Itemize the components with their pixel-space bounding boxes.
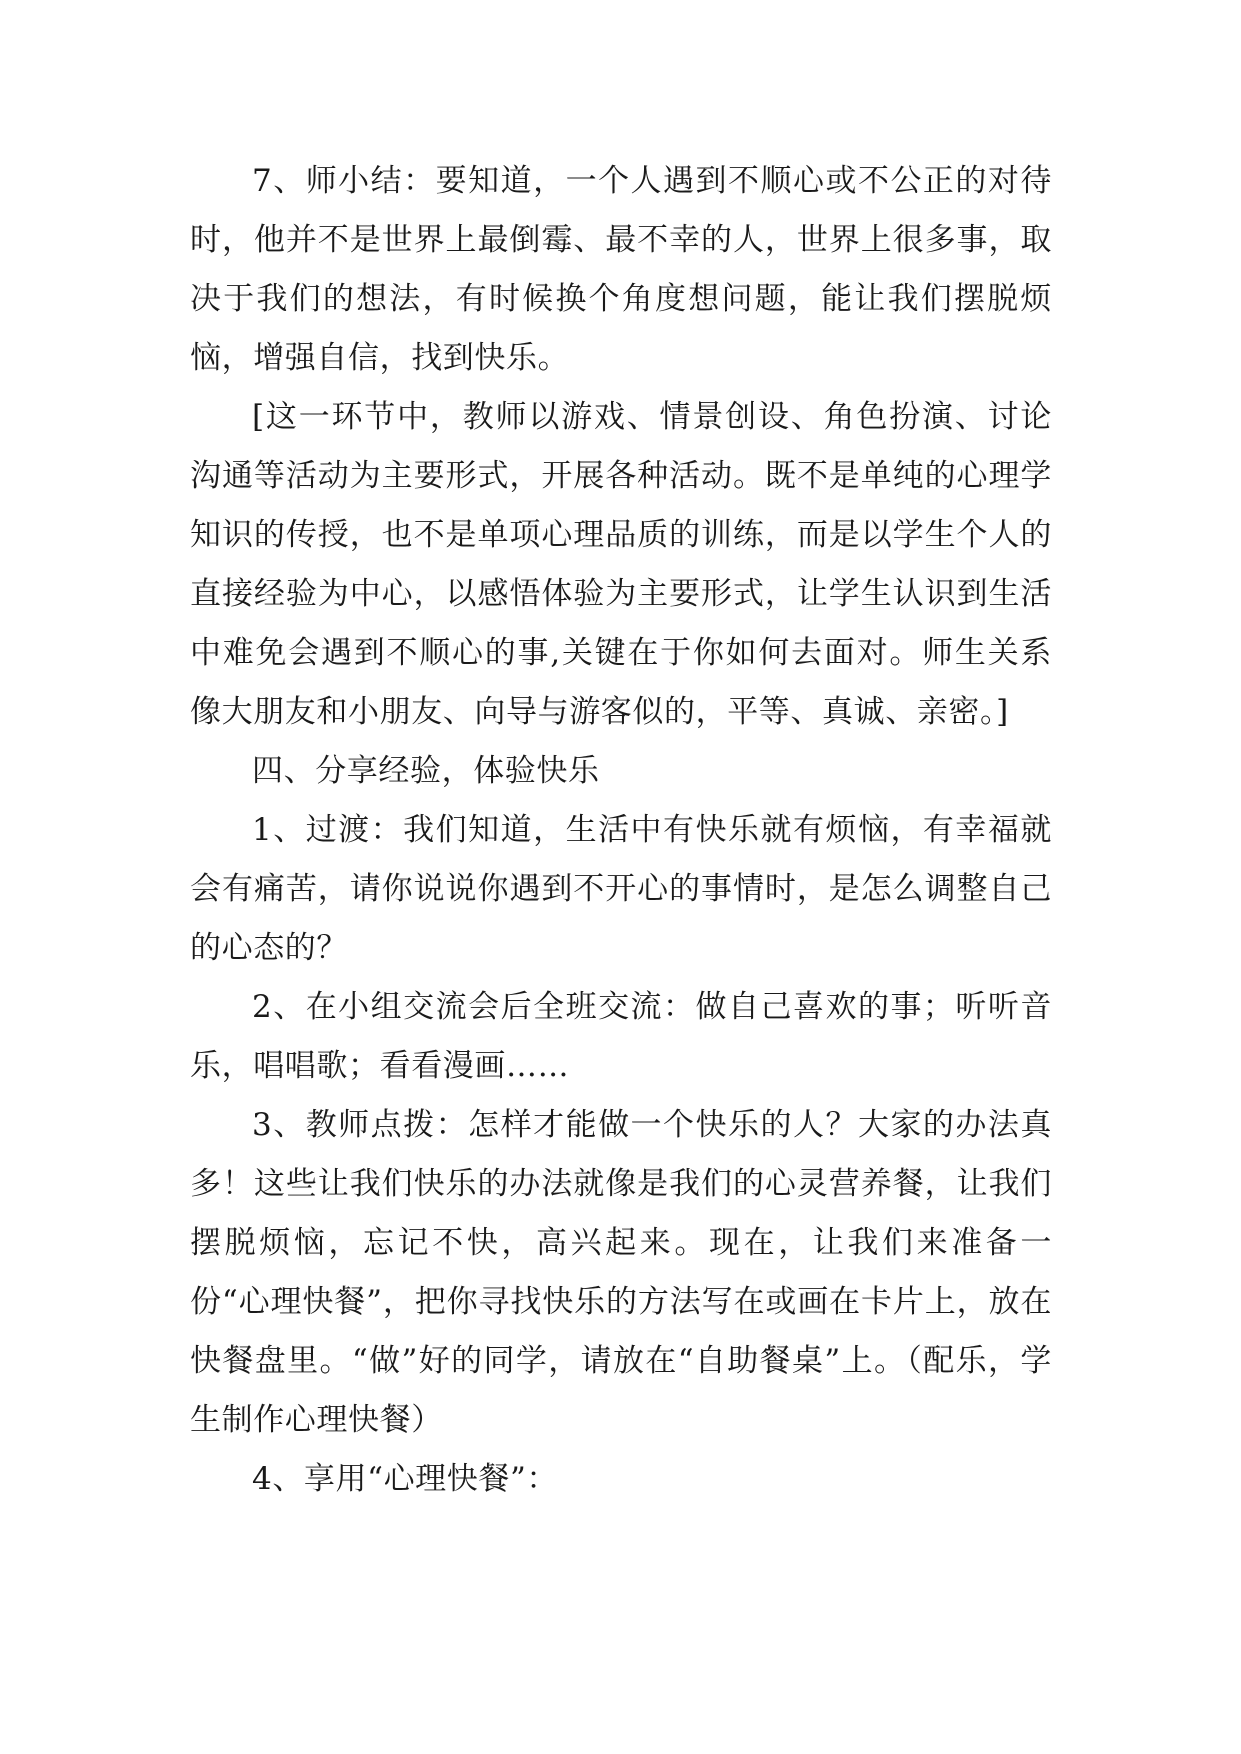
paragraph-transition: 1、过渡：我们知道，生活中有快乐就有烦恼，有幸福就会有痛苦，请你说说你遇到不开心的事情时，是怎么调整自己的心态的？ bbox=[190, 812, 1052, 966]
paragraph-enjoy-fastfood: 4、享用“心理快餐”： bbox=[252, 1461, 559, 1497]
document-body bbox=[190, 152, 1052, 1509]
section-heading-share-experience: 四、分享经验，体验快乐 bbox=[252, 753, 600, 789]
paragraph-design-note: [这一环节中，教师以游戏、情景创设、角色扮演、讨论沟通等活动为主要形式，开展各种活动。既不是单纯的心理学知识的传授，也不是单项心理品质的训练，而是以学生个人的直接经验为中心，以感悟体验为主要形式，让学生认识到生活中难免会遇到不顺心的事,关键在于你如何去面对。师生关系像大朋友和小朋友、向导与游客似的，平等、真诚、亲密。] bbox=[190, 399, 1052, 730]
paragraph-teacher-guidance: 3、教师点拨：怎样才能做一个快乐的人？大家的办法真多！这些让我们快乐的办法就像是我们的心灵营养餐，让我们摆脱烦恼，忘记不快，高兴起来。现在，让我们来准备一份“心理快餐”，把你寻找快乐的方法写在或画在卡片上，放在快餐盘里。“做”好的同学，请放在“自助餐桌”上。（配乐，学生制作心理快餐） bbox=[190, 1107, 1052, 1438]
paragraph-group-exchange: 2、在小组交流会后全班交流：做自己喜欢的事；听听音乐，唱唱歌；看看漫画…… bbox=[190, 989, 1052, 1084]
paragraph-teacher-summary: 7、师小结：要知道，一个人遇到不顺心或不公正的对待时，他并不是世界上最倒霉、最不幸的人，世界上很多事，取决于我们的想法，有时候换个角度想问题，能让我们摆脱烦恼，增强自信，找到快乐。 bbox=[190, 163, 1052, 376]
